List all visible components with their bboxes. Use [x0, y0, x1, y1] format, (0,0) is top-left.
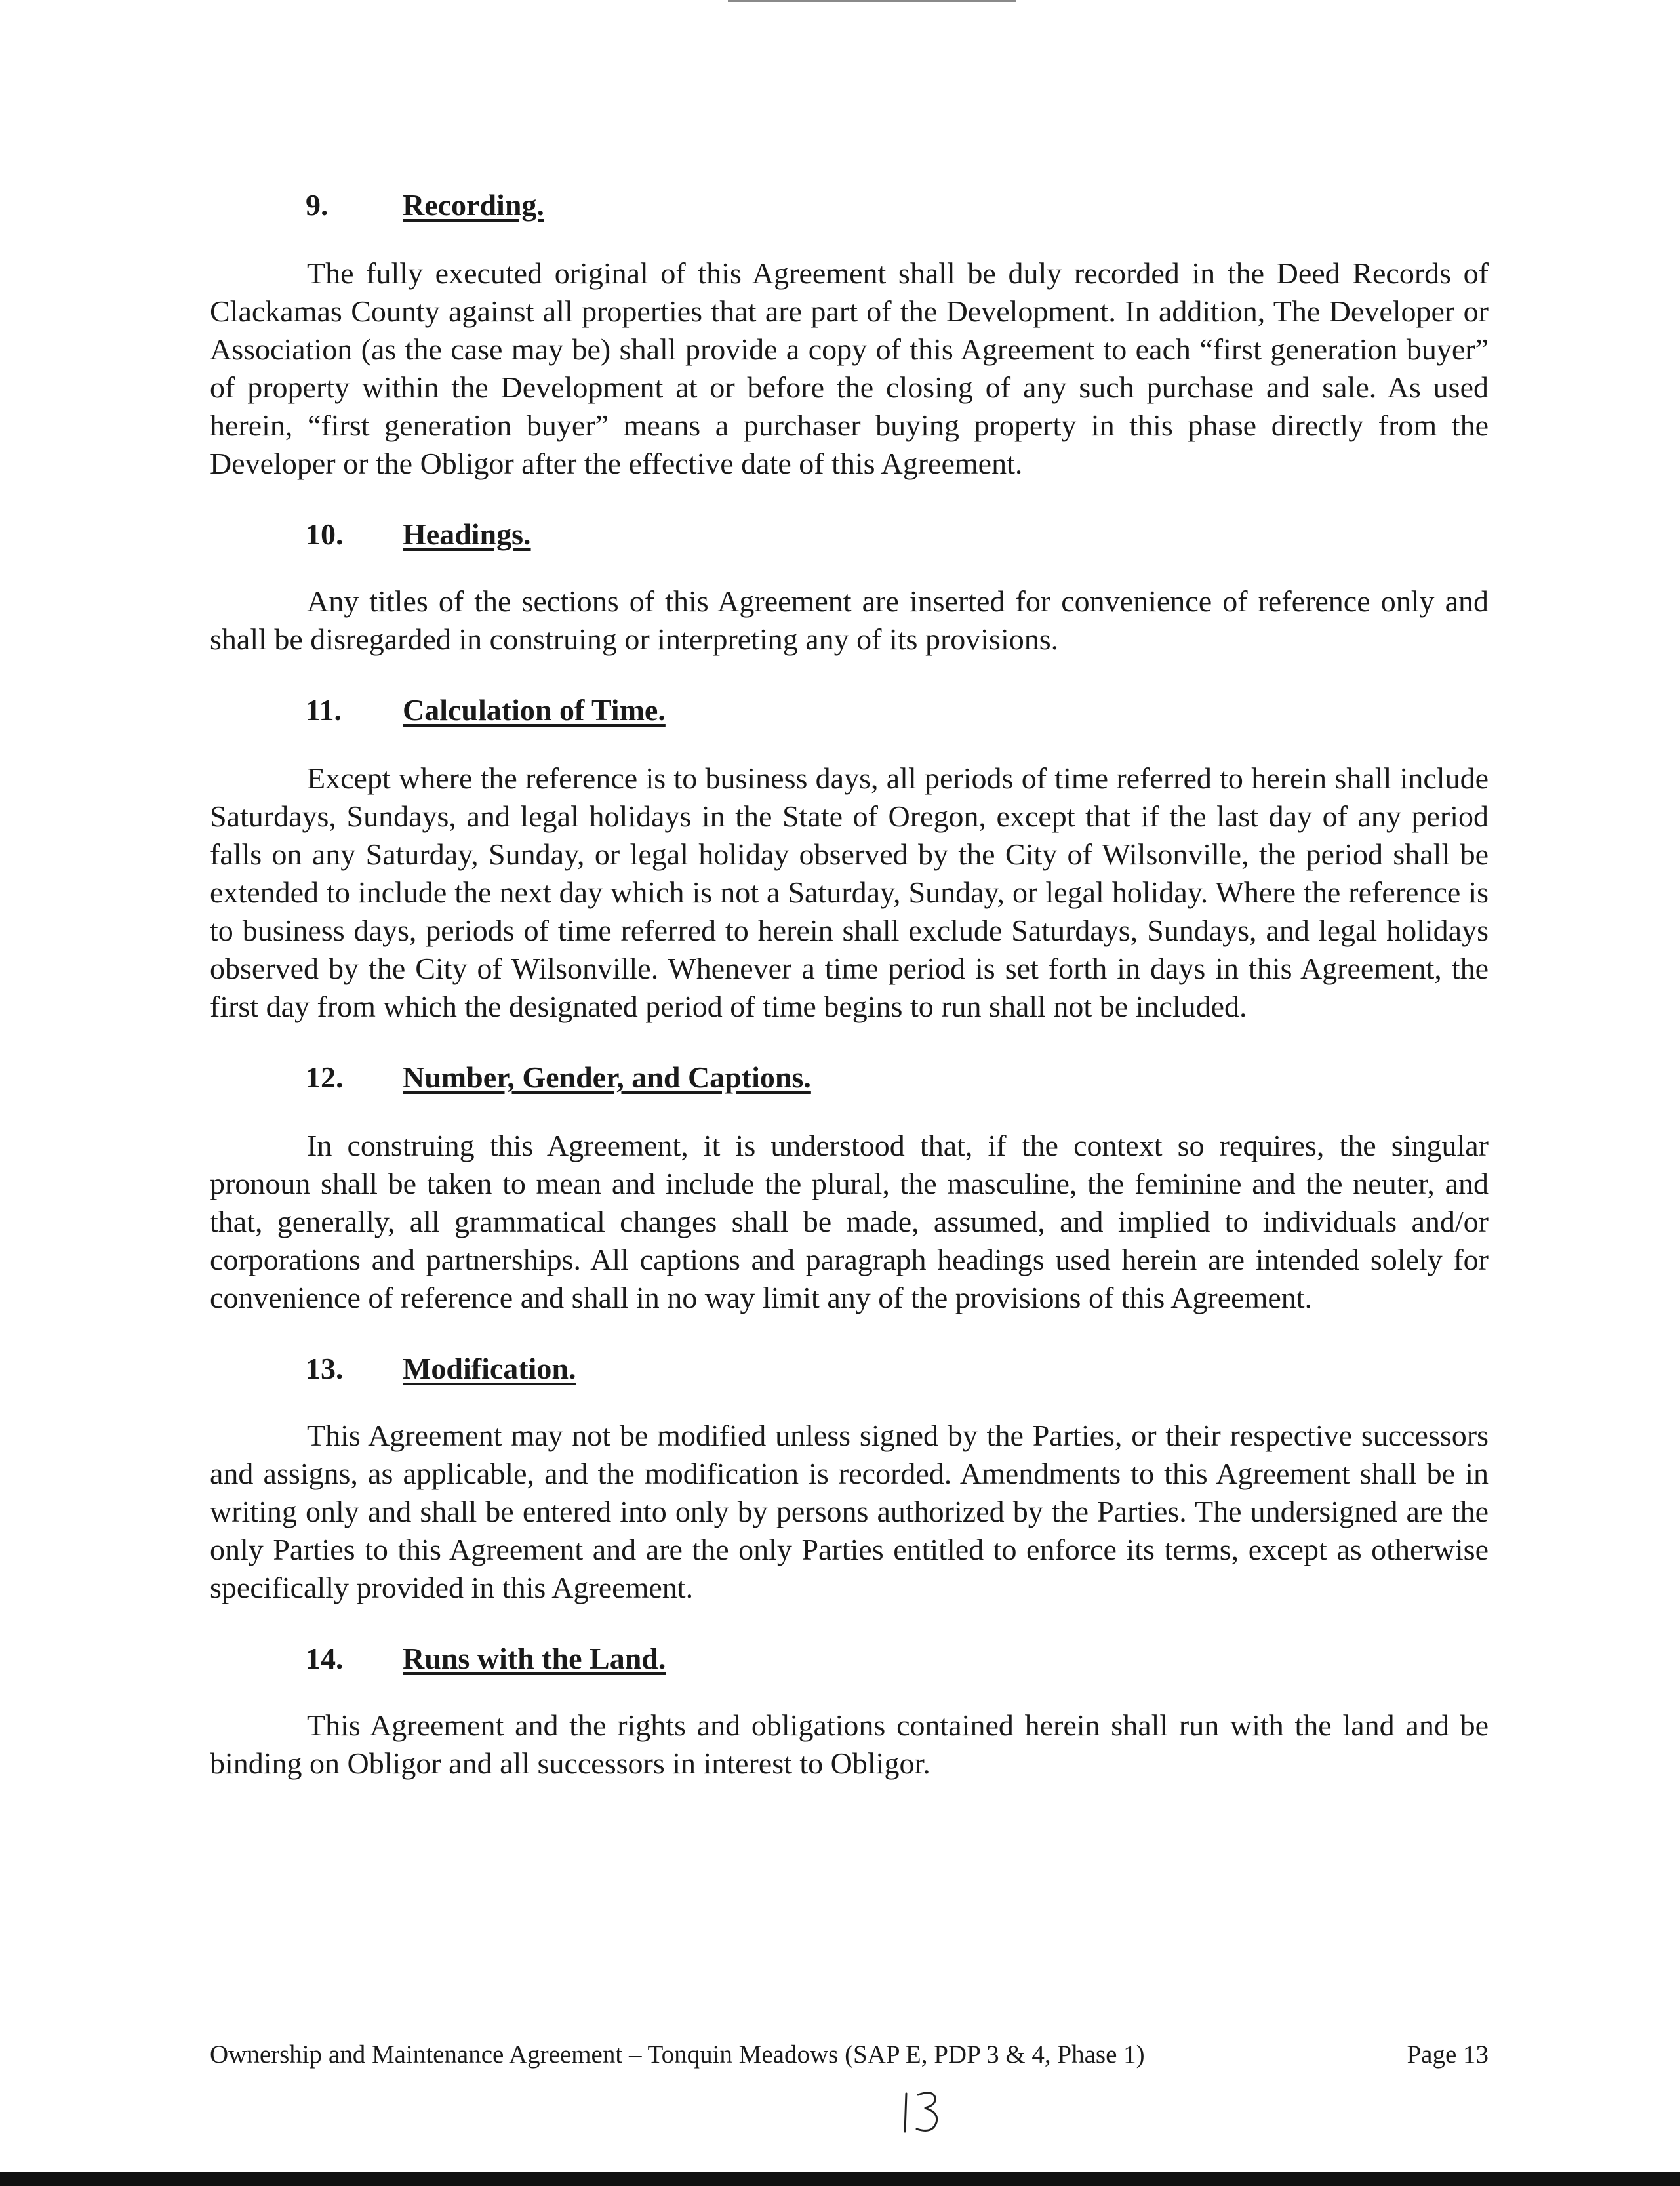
footer-document-title: Ownership and Maintenance Agreement – Tonquin Meadows (SAP E, PDP 3 & 4, Phase 1) — [210, 2040, 1145, 2069]
section-body-number-gender-captions: In construing this Agreement, it is understood that, if the context so requires, the singular pronoun shall be taken to mean and include the plural, the masculine, the feminine and the neuter, and that, generally, all grammatical changes shall be made, assumed, and implied to individuals and/or corporations and partnerships. All captions and paragraph headings used herein are intended solely for convenience of reference and shall in no way limit any of the provisions of this Agreement. — [210, 1129, 1489, 1314]
section-number: 9. — [306, 188, 329, 222]
section-title: Modification. — [403, 1352, 576, 1385]
section-body-recording: The fully executed original of this Agreement shall be duly recorded in the Deed Records of Clackamas County against all properties that are part of the Development. In addition, The Developer or Association (as the case may be) shall provide a copy of this Agreement to each “first generation buyer” of property within the Development at or before the closing of any such purchase and sale. As used herein, “first generation buyer” means a purchaser buying property in this phase directly from the Developer or the Obligor after the effective date of this Agreement. — [210, 256, 1489, 480]
section-body-calculation-of-time: Except where the reference is to business days, all periods of time referred to herein shall include Saturdays, Sundays, and legal holidays in the State of Oregon, except that if the last day of any period falls on any Saturday, Sunday, or legal holiday observed by the City of Wilsonville, the period shall be extended to include the next day which is not a Saturday, Sunday, or legal holiday. Where the reference is to business days, periods of time referred to herein shall exclude Saturdays, Sundays, and legal holidays observed by the City of Wilsonville. Whenever a time period is set forth in days in this Agreement, the first day from which the designated period of time begins to run shall not be included. — [210, 761, 1489, 1023]
section-heading-calculation-of-time — [306, 695, 1489, 725]
document-body — [210, 190, 1489, 1783]
section-title: Runs with the Land. — [403, 1642, 666, 1675]
section-number: 12. — [306, 1061, 344, 1094]
section-title: Number, Gender, and Captions. — [403, 1061, 811, 1094]
section-title: Recording. — [403, 188, 544, 222]
section-number: 14. — [306, 1642, 344, 1675]
page-footer — [210, 2040, 1489, 2069]
section-title: Headings. — [403, 517, 531, 551]
section-heading-runs-with-the-land — [306, 1644, 1489, 1674]
top-scan-rule — [728, 0, 1016, 2]
handwritten-page-number — [898, 2086, 951, 2138]
section-body-runs-with-the-land: This Agreement and the rights and obligations contained herein shall run with the land and be binding on Obligor and all successors in interest to Obligor. — [210, 1709, 1489, 1780]
section-number: 11. — [306, 693, 342, 727]
section-number: 10. — [306, 517, 344, 551]
bottom-scan-edge — [0, 2172, 1680, 2186]
section-heading-headings — [306, 519, 1489, 550]
section-number: 13. — [306, 1352, 344, 1385]
section-heading-number-gender-captions — [306, 1063, 1489, 1093]
section-body-modification: This Agreement may not be modified unless signed by the Parties, or their respective successors and assigns, as applicable, and the modification is recorded. Amendments to this Agreement shall be in writing only and shall be entered into only by persons authorized by the Parties. The undersigned are the only Parties to this Agreement and are the only Parties entitled to enforce its terms, except as otherwise specifically provided in this Agreement. — [210, 1419, 1489, 1604]
section-body-headings: Any titles of the sections of this Agreement are inserted for convenience of reference only and shall be disregarded in construing or interpreting any of its provisions. — [210, 584, 1489, 656]
section-heading-recording — [306, 190, 1489, 220]
section-title: Calculation of Time. — [403, 693, 666, 727]
section-heading-modification — [306, 1354, 1489, 1384]
footer-page-label: Page 13 — [1407, 2040, 1489, 2069]
handwritten-13-mark — [898, 2086, 951, 2138]
